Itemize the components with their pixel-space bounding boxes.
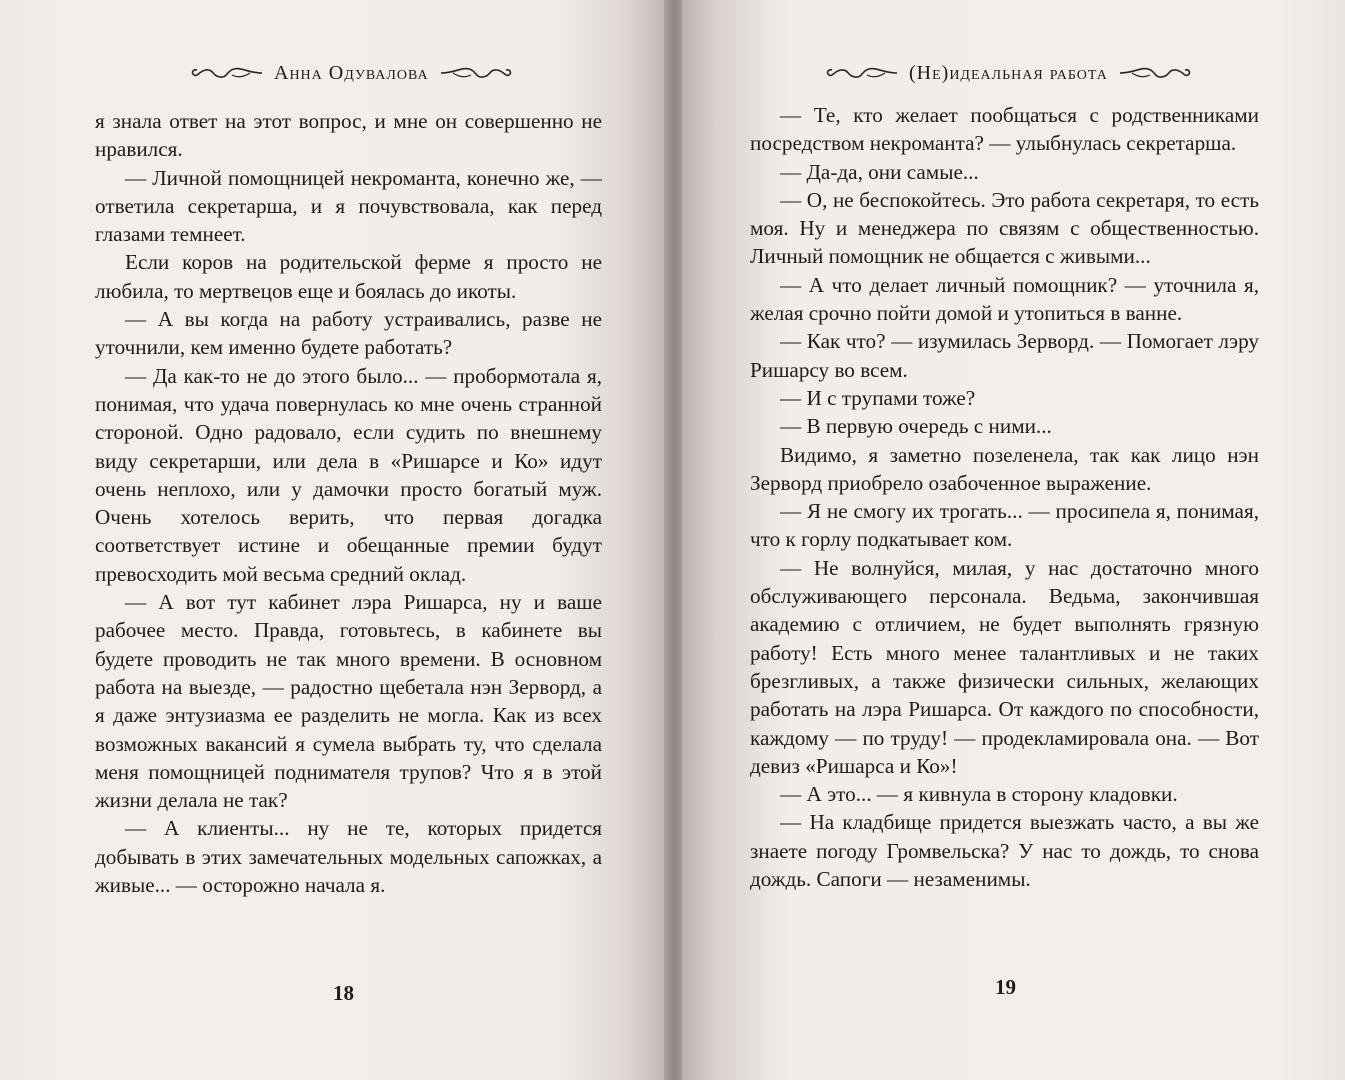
paragraph: — В первую очередь с ними...	[780, 414, 1052, 439]
paragraph: я знала ответ на этот вопрос, и мне он совершенно не нравился.	[95, 109, 602, 162]
paragraph: — А клиенты... ну не те, которых придется добывать в этих замечательных модельных сапожках, а живые... — осторожно начала я.	[95, 816, 602, 898]
right-page	[682, 0, 1345, 1080]
paragraph: — Да как-то не до этого было... — пробормотала я, понимая, что удача повернулась ко мне очень странной стороной. Одно радовало, если судить по внешнему виду секретарши, или дела в «Ришарсе и Ко» идут очень неплохо, или у дамочки просто богатый муж. Очень хотелось верить, что первая догадка соответствует истине и обещанные премии будут превосходить мой весьма средний оклад.	[95, 363, 602, 586]
paragraph: — А что делает личный помощник? — уточнила я, желая срочно пойти домой и утопиться в ванне.	[750, 272, 1259, 326]
flourish-ornament-icon	[439, 64, 513, 82]
paragraph: — Личной помощницей некроманта, конечно же, — ответила секретарша, и я почувствовала, как перед глазами темнеет.	[95, 165, 602, 247]
paragraph: — Те, кто желает пообщаться с родственниками посредством некроманта? — улыбнулась секретарша.	[750, 103, 1259, 156]
paragraph: — А вот тут кабинет лэра Ришарса, ну и ваше рабочее место. Правда, готовьтесь, в кабинете вы будете проводить не так много времени. В основном работа на выезде, — радостно щебетала нэн Зерворд, а я даже энтузиазма ее разделить не могла. Как из всех возможных вакансий я сумела выбрать ту, что сделала меня помощницей поднимателя трупов? Что я в этой жизни делала не так?	[95, 590, 602, 813]
paragraph: — Не волнуйся, милая, у нас достаточно много обслуживающего персонала. Ведьма, закончившая академию с отличием, не будет выполнять грязную работу! Есть много менее талантливых и не таких брезгливых, а также физически сильных, желающих работать на лэра Ришарса. От каждого по способности, каждому — по труду! — продекламировала она. — Вот девиз «Ришарса и Ко»!	[750, 555, 1259, 778]
flourish-ornament-icon	[190, 64, 264, 82]
left-running-header	[190, 58, 513, 88]
left-header-title: Анна Одувалова	[274, 61, 429, 84]
paragraph: — А это... — я кивнула в сторону кладовки.	[780, 782, 1178, 807]
right-running-header	[825, 58, 1192, 88]
flourish-ornament-icon	[1118, 64, 1192, 82]
paragraph: — И с трупами тоже?	[780, 385, 976, 410]
paragraph: — Да-да, они самые...	[780, 159, 979, 184]
paragraph: Если коров на родительской ферме я просто не любила, то мертвецов еще и боялась до икоты.	[95, 250, 602, 303]
paragraph: — Как что? — изумилась Зерворд. — Помогает лэру Ришарсу во всем.	[750, 329, 1259, 382]
right-body-text	[750, 101, 1259, 893]
right-header-title: (Не)идеальная работа	[909, 61, 1108, 84]
right-page-number: 19	[995, 975, 1016, 999]
paragraph: — О, не беспокойтесь. Это работа секретаря, то есть моя. Ну и менеджера по связям с общественностью. Личный помощник не общается с живыми...	[750, 187, 1259, 269]
paragraph: — На кладбище придется выезжать часто, а вы же знаете погоду Громвельска? У нас то дождь, то снова дождь. Сапоги — незаменимы.	[750, 810, 1259, 892]
flourish-ornament-icon	[825, 64, 899, 82]
paragraph: — Я не смогу их трогать... — просипела я, понимая, что к горлу подкатывает ком.	[750, 499, 1259, 552]
left-page	[0, 0, 668, 1080]
paragraph: — А вы когда на работу устраивались, разве не уточнили, кем именно будете работать?	[95, 307, 602, 360]
paragraph: Видимо, я заметно позеленела, так как лицо нэн Зерворд приобрело озабоченное выражение.	[750, 442, 1259, 495]
left-page-number: 18	[333, 981, 354, 1005]
left-body-text	[95, 107, 602, 899]
